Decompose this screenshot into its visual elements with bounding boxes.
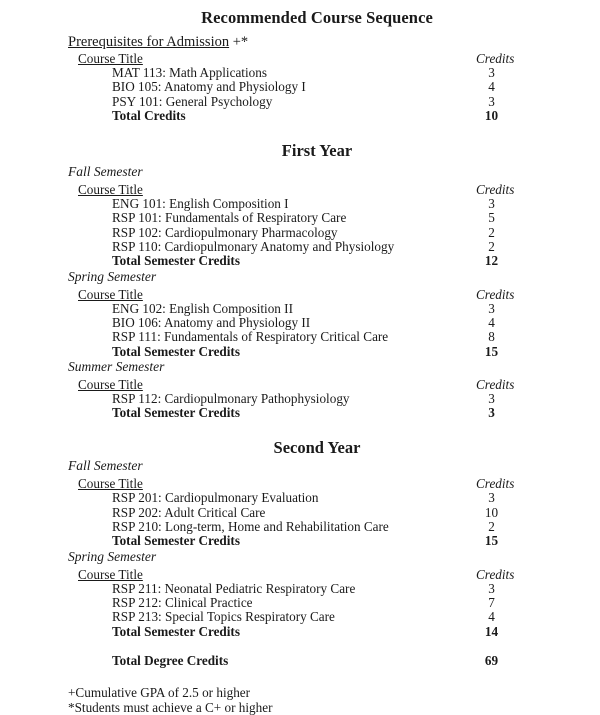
- semester-heading: Spring Semester: [68, 268, 157, 284]
- prerequisites-course-table: [68, 51, 566, 123]
- course-credits: 3: [488, 490, 495, 506]
- course-title: ENG 102: English Composition II: [112, 300, 293, 316]
- semester-course-table: [68, 180, 566, 268]
- year-heading-second-year: Second Year: [273, 438, 361, 458]
- total-label: Total Semester Credits: [112, 533, 240, 549]
- table-total-row: [68, 534, 566, 548]
- course-credits: 4: [488, 314, 495, 330]
- table-header-row: [68, 476, 566, 491]
- course-title: RSP 202: Adult Critical Care: [112, 504, 266, 520]
- column-header-credits: Credits: [476, 286, 515, 302]
- total-degree-credits-row: [68, 654, 566, 668]
- table-total-row: [68, 625, 566, 639]
- table-row: [68, 316, 566, 330]
- table-header-row: [68, 182, 566, 197]
- footnote-gpa: +Cumulative GPA of 2.5 or higher: [68, 685, 251, 701]
- course-title: ENG 101: English Composition I: [112, 196, 289, 212]
- semester-course-table: [68, 565, 566, 639]
- year-heading-first-year: First Year: [281, 141, 353, 161]
- table-row: [68, 197, 566, 211]
- course-title: BIO 106: Anatomy and Physiology II: [112, 314, 311, 330]
- total-label: Total Semester Credits: [112, 405, 240, 421]
- course-title: RSP 101: Fundamentals of Respiratory Care: [112, 210, 347, 226]
- semester-heading: Fall Semester: [68, 458, 143, 474]
- course-credits: 8: [488, 329, 495, 345]
- total-degree-credits-value: 69: [484, 652, 499, 668]
- table-row: [68, 596, 566, 610]
- table-row: [68, 66, 566, 80]
- course-credits: 3: [488, 93, 495, 109]
- table-row: [68, 95, 566, 109]
- course-credits: 2: [488, 239, 495, 255]
- semester-heading: Spring Semester: [68, 548, 157, 564]
- course-title: RSP 102: Cardiopulmonary Pharmacology: [112, 224, 338, 240]
- table-header-row: [68, 287, 566, 302]
- total-credits: 15: [484, 533, 499, 549]
- table-row: [68, 80, 566, 94]
- column-header-course-title: Course Title: [78, 476, 143, 492]
- course-credits: 3: [488, 390, 495, 406]
- total-label: Total Semester Credits: [112, 623, 240, 639]
- total-label: Total Credits: [112, 107, 186, 123]
- course-title: RSP 110: Cardiopulmonary Anatomy and Physiology: [112, 239, 395, 255]
- column-header-credits: Credits: [476, 182, 515, 198]
- column-header-course-title: Course Title: [78, 182, 143, 198]
- prerequisites-heading-markers: +*: [229, 34, 249, 50]
- course-credits: 2: [488, 224, 495, 240]
- semester-heading: Fall Semester: [68, 164, 143, 180]
- semester-course-table: [68, 474, 566, 548]
- section-heading-prerequisites: [68, 34, 566, 51]
- table-total-row: [68, 109, 566, 123]
- course-title: RSP 112: Cardiopulmonary Pathophysiology: [112, 390, 350, 406]
- semester-course-table: [68, 375, 566, 421]
- course-credits: 4: [488, 79, 495, 95]
- course-credits: 7: [488, 594, 495, 610]
- table-total-row: [68, 406, 566, 420]
- course-title: PSY 101: General Psychology: [112, 93, 273, 109]
- column-header-credits: Credits: [476, 566, 515, 582]
- total-credits: 10: [484, 107, 499, 123]
- column-header-credits: Credits: [476, 476, 515, 492]
- table-header-row: [68, 51, 566, 66]
- total-credits: 14: [484, 623, 499, 639]
- course-credits: 3: [488, 580, 495, 596]
- course-title: RSP 213: Special Topics Respiratory Care: [112, 609, 335, 625]
- table-row: [68, 520, 566, 534]
- table-total-row: [68, 345, 566, 359]
- table-row: [68, 330, 566, 344]
- course-credits: 4: [488, 609, 495, 625]
- table-row: [68, 240, 566, 254]
- column-header-course-title: Course Title: [78, 566, 143, 582]
- semester-course-table: [68, 285, 566, 359]
- total-credits: 12: [484, 253, 499, 269]
- table-header-row: [68, 567, 566, 582]
- table-total-row: [68, 654, 566, 668]
- column-header-course-title: Course Title: [78, 51, 143, 66]
- course-title: BIO 105: Anatomy and Physiology I: [112, 79, 306, 95]
- course-credits: 10: [484, 504, 499, 520]
- course-credits: 3: [488, 196, 495, 212]
- course-credits: 5: [488, 210, 495, 226]
- table-total-row: [68, 254, 566, 268]
- table-row: [68, 211, 566, 225]
- semester-heading: Summer Semester: [68, 358, 165, 374]
- course-title: RSP 212: Clinical Practice: [112, 594, 253, 610]
- course-title: RSP 201: Cardiopulmonary Evaluation: [112, 490, 319, 506]
- column-header-course-title: Course Title: [78, 286, 143, 302]
- column-header-credits: Credits: [476, 376, 515, 392]
- column-header-course-title: Course Title: [78, 376, 143, 392]
- course-title: RSP 211: Neonatal Pediatric Respiratory Care: [112, 580, 356, 596]
- total-degree-credits-label: Total Degree Credits: [112, 652, 229, 668]
- table-header-row: [68, 377, 566, 392]
- total-credits: 3: [488, 405, 495, 421]
- table-row: [68, 392, 566, 406]
- page-title: Recommended Course Sequence: [201, 8, 433, 27]
- course-credits: 3: [488, 65, 495, 80]
- table-row: [68, 506, 566, 520]
- total-label: Total Semester Credits: [112, 253, 240, 269]
- course-title: RSP 111: Fundamentals of Respiratory Critical Care: [112, 329, 389, 345]
- prerequisites-heading-text: Prerequisites for Admission: [68, 34, 230, 50]
- course-credits: 2: [488, 519, 495, 535]
- course-title: MAT 113: Math Applications: [112, 65, 267, 80]
- table-row: [68, 491, 566, 505]
- course-credits: 3: [488, 300, 495, 316]
- table-row: [68, 582, 566, 596]
- course-title: RSP 210: Long-term, Home and Rehabilitation Care: [112, 519, 389, 535]
- table-row: [68, 302, 566, 316]
- total-label: Total Semester Credits: [112, 343, 240, 359]
- table-row: [68, 610, 566, 624]
- footnote-grade: *Students must achieve a C+ or higher: [68, 699, 273, 715]
- column-header-credits: Credits: [476, 51, 515, 66]
- document-content-block: [68, 0, 566, 715]
- total-credits: 15: [484, 343, 499, 359]
- table-row: [68, 226, 566, 240]
